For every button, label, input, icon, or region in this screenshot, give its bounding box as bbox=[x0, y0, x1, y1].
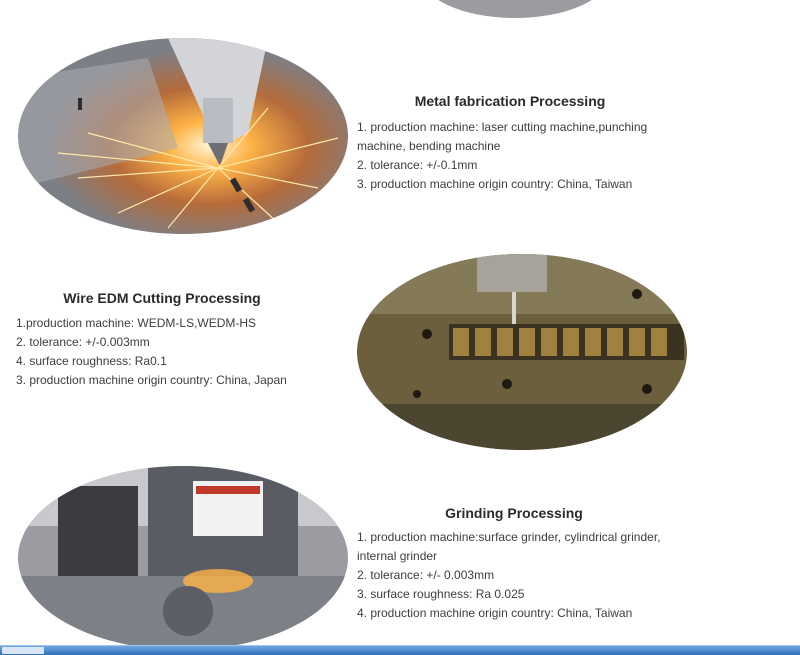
surface-grinder-image bbox=[18, 466, 348, 650]
detail-line: 1.production machine: WEDM-LS,WEDM-HS bbox=[16, 316, 257, 330]
detail-line: 4. production machine origin country: China, Taiwan bbox=[357, 606, 633, 620]
section-title-metal-fabrication: Metal fabrication Processing bbox=[414, 93, 606, 109]
taskbar bbox=[0, 645, 800, 655]
section-title-grinding: Grinding Processing bbox=[445, 505, 583, 521]
detail-line: 3. surface roughness: Ra 0.025 bbox=[357, 587, 525, 601]
section-title-wire-edm: Wire EDM Cutting Processing bbox=[63, 290, 261, 306]
grinding-details bbox=[357, 528, 687, 623]
laser-cutting-image bbox=[18, 38, 348, 234]
detail-line: 2. tolerance: +/-0.003mm bbox=[16, 335, 150, 349]
wire-edm-details bbox=[16, 314, 336, 390]
detail-line: internal grinder bbox=[357, 549, 438, 563]
detail-line: 1. production machine: laser cutting machine,punching bbox=[357, 120, 648, 134]
detail-line: 2. tolerance: +/-0.1mm bbox=[357, 158, 478, 172]
metal-fabrication-details bbox=[357, 118, 677, 194]
detail-line: 1. production machine:surface grinder, cylindrical grinder, bbox=[357, 530, 661, 544]
taskbar-button[interactable] bbox=[2, 647, 44, 654]
detail-line: 2. tolerance: +/- 0.003mm bbox=[357, 568, 495, 582]
detail-line: 3. production machine origin country: China, Japan bbox=[16, 373, 287, 387]
detail-line: 4. surface roughness: Ra0.1 bbox=[16, 354, 167, 368]
detail-line: 3. production machine origin country: China, Taiwan bbox=[357, 177, 633, 191]
detail-line: machine, bending machine bbox=[357, 139, 501, 153]
wire-edm-image bbox=[357, 254, 687, 450]
previous-section-image bbox=[420, 0, 610, 18]
